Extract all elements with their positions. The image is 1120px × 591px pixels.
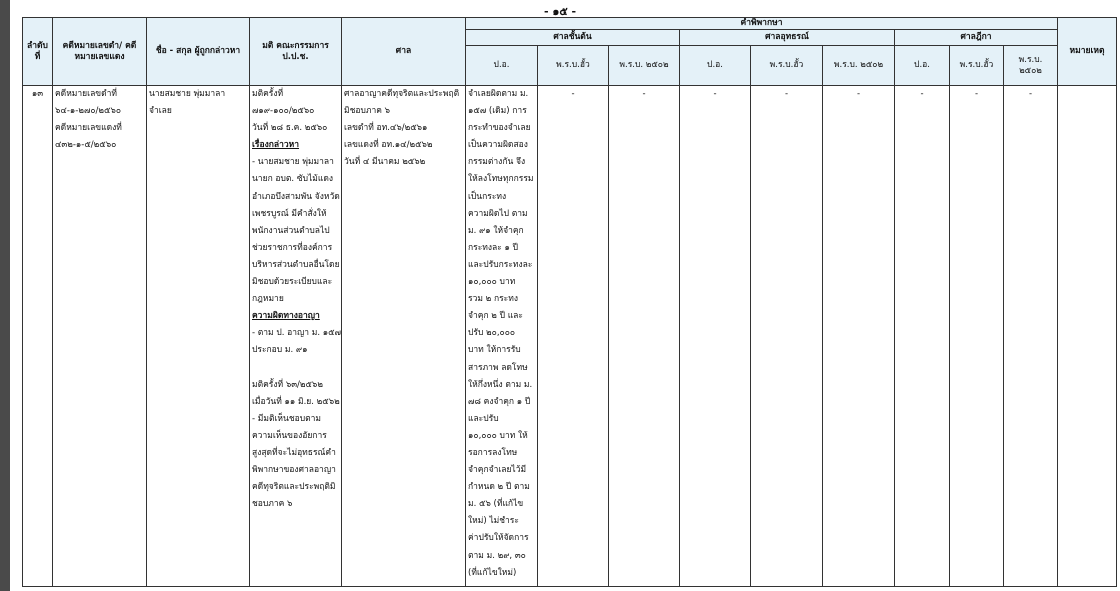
cell-appeal-act-2502: - [823,86,895,587]
text-line: สารภาพ ลดโทษ [468,362,528,373]
header-court: ศาล [342,18,466,86]
cell-court [342,86,466,587]
cell-first-bid-act: - [538,86,609,587]
text-line: สูงสุดที่จะไม่อุทธรณ์คำ [252,447,336,458]
text-line: มิชอบด้วยระเบียบและ [252,277,333,288]
header-case-number: คดีหมายเลขดำ/ คดีหมายเลขแดง [53,18,147,86]
header-first-act-2502: พ.ร.บ. ๒๕๐๒ [609,46,680,86]
cell-supreme-act-2502: - [1004,86,1058,587]
text-line: จำเลยผิดตาม ม. [468,89,529,99]
text-line: ประกอบ ม. ๙๑ [252,345,308,356]
text-line: ปรับ ๒๐,๐๐๐ [468,328,516,339]
cell-remark [1058,86,1117,587]
text-line: จำคุกจำเลยไว้มี [468,465,527,476]
cell-accused [147,86,250,587]
cell-case-number [53,86,147,587]
text-line: เรื่องกล่าวหา [252,140,300,151]
text-line: กรรมต่างกัน จึง [468,157,526,168]
text-line: ความเห็นของอัยการ [252,430,327,441]
header-appeal-criminal: ป.อ. [680,46,751,86]
text-line: รอการลงโทษ [468,447,518,458]
cell-supreme-bid-act: - [950,86,1004,587]
cell-appeal-criminal: - [680,86,751,587]
header-appeal-court: ศาลอุทธรณ์ [680,30,895,46]
text-line: กำหนด ๒ ปี ตาม [468,482,530,493]
text-line: ๑๕๗ (เดิม) การ [468,106,527,117]
text-line: - นายสมชาย พุ่มมาลา [252,157,334,168]
cell-first-criminal-judgment [466,86,538,587]
text-line: ให้ลงโทษทุกกรรม [468,174,534,185]
text-line: เป็นความผิดสอง [468,140,528,151]
text-line: วันที่ ๒๘ ธ.ค. ๒๕๖๐ [252,123,328,134]
text-line: ให้กึ่งหนึ่ง ตาม ม. [468,379,533,390]
text-line: รวม ๒ กระทง [468,294,518,305]
text-line: ม. ๙๑ ให้จำคุก [468,225,524,236]
cell-resolution [250,86,342,587]
text-line: มิชอบภาค ๖ [344,106,391,117]
text-line: ๗๘ คงจำคุก ๑ ปี [468,396,531,407]
text-line: วันที่ ๔ มีนาคม ๒๕๖๒ [344,157,426,168]
text-line: นายสมชาย พุ่มมาลา [149,89,226,99]
text-line: คดีหมายเลขแดงที่ [55,123,122,134]
text-line: จำเลย [149,106,172,117]
text-line: และปรับ [468,413,499,424]
text-line [252,360,339,377]
text-line: นายก อบต. ซับไม้แดง [252,174,334,185]
text-line: บาท ให้การรับ [468,345,521,356]
judgment-table [22,17,1117,587]
text-line: (ที่แก้ไขใหม่) [468,567,517,578]
text-line: ตาม ม. ๒๙, ๓๐ [468,550,526,561]
text-line: ชอบภาค ๖ [252,499,293,510]
cell-order: ๑๓ [23,86,53,587]
text-line: ๖๔-๑-๒๗๐/๒๕๖๐ [55,106,122,117]
text-line: ค่าปรับให้จัดการ [468,533,529,544]
header-supreme-court: ศาลฎีกา [895,30,1058,46]
text-line: มติครั้งที่ [252,89,284,99]
text-line: เป็นกระทง [468,191,507,202]
text-line: มติครั้งที่ ๖๓/๒๕๖๒ [252,379,323,390]
text-line: เมื่อวันที่ ๑๑ มิ.ย. ๒๕๖๒ [252,396,340,407]
text-line: ๗๑๙-๑๐๐/๒๕๖๐ [252,106,315,117]
text-line: เลขดำที่ อท.๔๖/๒๕๖๑ [344,123,428,134]
text-line: กระทำของจำเลย [468,123,531,134]
text-line: ๔๓๒-๑-๕/๒๕๖๐ [55,140,117,151]
header-supreme-bid-act: พ.ร.บ.ฮั้ว [950,46,1004,86]
text-line: ๑๐,๐๐๐ บาท [468,277,516,288]
text-line: ๑๐,๐๐๐ บาท ให้ [468,430,528,441]
header-appeal-bid-act: พ.ร.บ.ฮั้ว [751,46,823,86]
text-line: เพชรบูรณ์ มีคำสั่งให้ [252,208,327,219]
header-appeal-act-2502: พ.ร.บ. ๒๕๐๒ [823,46,895,86]
header-order: ลำดับที่ [23,18,53,86]
text-line: กฎหมาย [252,294,284,305]
text-line: ม. ๕๖ (ที่แก้ไข [468,499,524,510]
text-line: อำเภอบึงสามพัน จังหวัด [252,191,340,202]
text-line: พิพากษาของศาลอาญา [252,465,336,476]
text-line: จำคุก ๒ ปี และ [468,311,523,322]
cell-first-act-2502: - [609,86,680,587]
left-edge-bar [0,0,10,591]
text-line: เลขแดงที่ อท.๑๔/๒๕๖๒ [344,140,433,151]
header-accused: ชื่อ - สกุล ผู้ถูกกล่าวหา [147,18,250,86]
text-line: กระทงละ ๑ ปี [468,242,518,253]
header-supreme-criminal: ป.อ. [895,46,950,86]
table-row [23,86,1117,587]
header-supreme-act-2502: พ.ร.บ. ๒๕๐๒ [1004,46,1058,86]
text-line: คดีทุจริตและประพฤติมิ [252,482,336,493]
text-line: บริหารส่วนตำบลอื่นโดย [252,259,340,270]
text-line: พนักงานส่วนตำบลไป [252,225,330,236]
text-line: ช่วยราชการที่องค์การ [252,242,333,253]
header-first-criminal: ป.อ. [466,46,538,86]
header-resolution: มติ คณะกรรมการ ป.ป.ช. [250,18,342,86]
header-first-bid-act: พ.ร.บ.ฮั้ว [538,46,609,86]
header-remark: หมายเหตุ [1058,18,1117,86]
text-line: ศาลอาญาคดีทุจริตและประพฤติ [344,89,460,99]
text-line: - ตาม ป. อาญา ม. ๑๕๗ [252,328,341,339]
text-line: ใหม่) ไม่ชำระ [468,516,519,527]
text-line: - มีมติเห็นชอบตาม [252,413,321,424]
text-line: ความผิดทางอาญา [252,311,320,322]
text-line: ความผิดไป ตาม [468,208,528,219]
text-line: และปรับกระทงละ [468,259,533,270]
cell-appeal-bid-act: - [751,86,823,587]
header-judgment: คำพิพากษา [466,18,1058,30]
page-number: - ๑๕ - [543,5,577,18]
cell-supreme-criminal: - [895,86,950,587]
header-first-court: ศาลชั้นต้น [466,30,680,46]
text-line: คดีหมายเลขดำที่ [55,89,117,99]
